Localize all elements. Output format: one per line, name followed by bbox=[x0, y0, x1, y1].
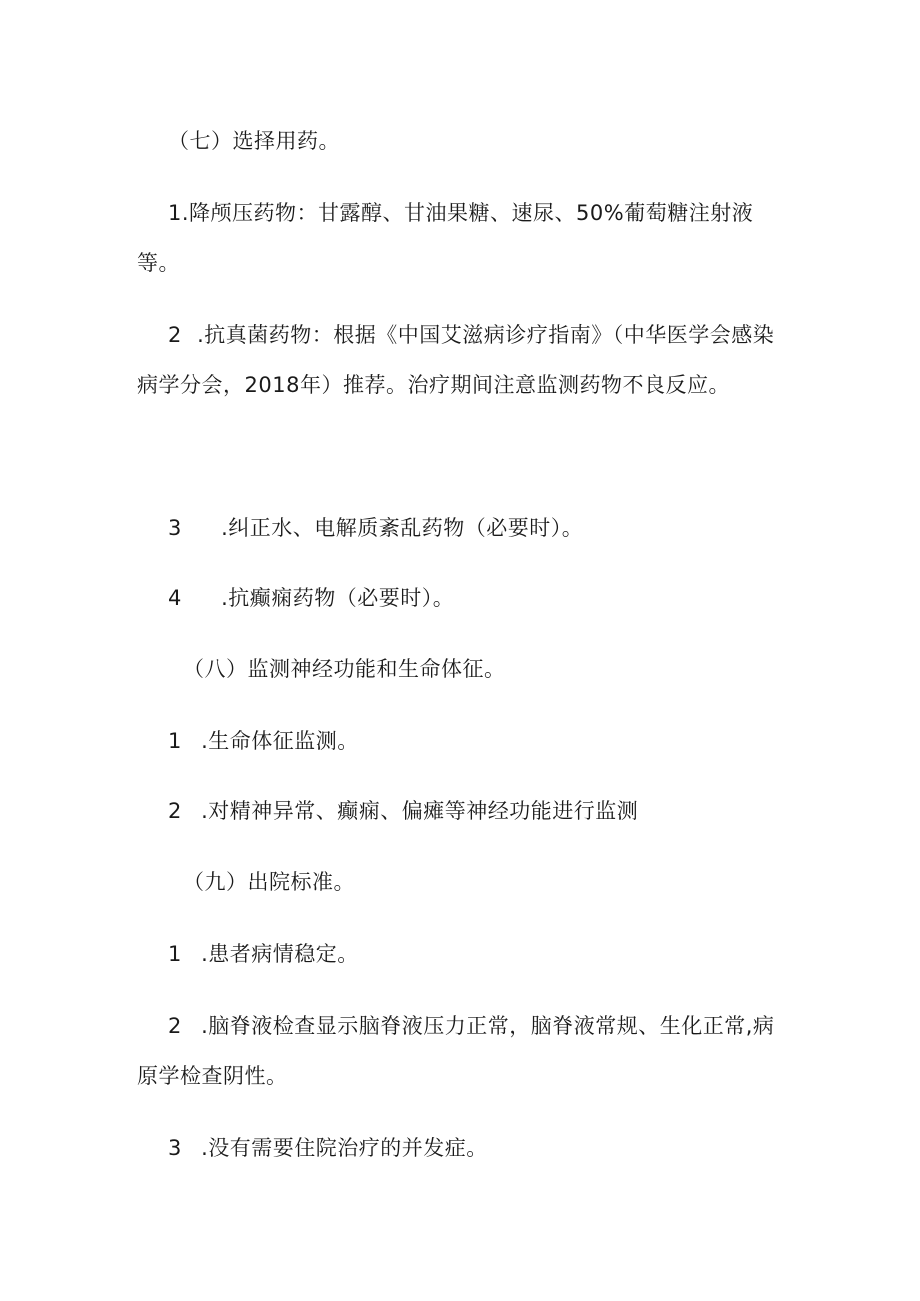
list-item-7-4 bbox=[168, 583, 454, 613]
list-item-text: .生命体征监测。 bbox=[201, 729, 359, 753]
list-item-text: .脑脊液检查显示脑脊液压力正常，脑脊液常规、生化正常,病 bbox=[201, 1014, 775, 1038]
list-item-8-2 bbox=[168, 796, 638, 826]
list-item-7-1-line-1: 1.降颅压药物：甘露醇、甘油果糖、速尿、50%葡萄糖注射液 bbox=[168, 201, 754, 225]
list-item-number: 3 bbox=[168, 1136, 182, 1160]
list-item-7-2-line-1 bbox=[168, 320, 774, 350]
list-item-7-2-line-2: 病学分会，2018年）推荐。治疗期间注意监测药物不良反应。 bbox=[137, 373, 730, 397]
section-heading-8: （八）监测神经功能和生命体征。 bbox=[183, 657, 506, 681]
list-item-9-2-line-2: 原学检查阴性。 bbox=[137, 1064, 288, 1088]
list-item-9-1 bbox=[168, 939, 359, 969]
list-item-text: .患者病情稳定。 bbox=[201, 942, 359, 966]
list-item-number: 1 bbox=[168, 729, 182, 753]
section-heading-9: （九）出院标准。 bbox=[183, 870, 355, 894]
list-item-number: 2 bbox=[168, 323, 182, 347]
list-item-8-1 bbox=[168, 726, 359, 756]
list-item-text: .没有需要住院治疗的并发症。 bbox=[201, 1136, 488, 1160]
list-item-text: .抗真菌药物：根据《中国艾滋病诊疗指南》（中华医学会感染 bbox=[197, 323, 775, 347]
list-item-number: 3 bbox=[168, 516, 182, 540]
list-item-7-1-line-2: 等。 bbox=[137, 251, 180, 275]
list-item-text: .纠正水、电解质紊乱药物（必要时）。 bbox=[221, 516, 584, 540]
list-item-number: 1 bbox=[168, 942, 182, 966]
list-item-number: 2 bbox=[168, 799, 182, 823]
list-item-9-2-line-1 bbox=[168, 1011, 774, 1041]
list-item-number: 4 bbox=[168, 586, 182, 610]
list-item-text: .对精神异常、癫痫、偏瘫等神经功能进行监测 bbox=[201, 799, 639, 823]
section-heading-7: （七）选择用药。 bbox=[168, 129, 340, 153]
list-item-text: .抗癫痫药物（必要时）。 bbox=[221, 586, 455, 610]
list-item-number: 2 bbox=[168, 1014, 182, 1038]
list-item-9-3 bbox=[168, 1133, 488, 1163]
list-item-7-3 bbox=[168, 513, 583, 543]
